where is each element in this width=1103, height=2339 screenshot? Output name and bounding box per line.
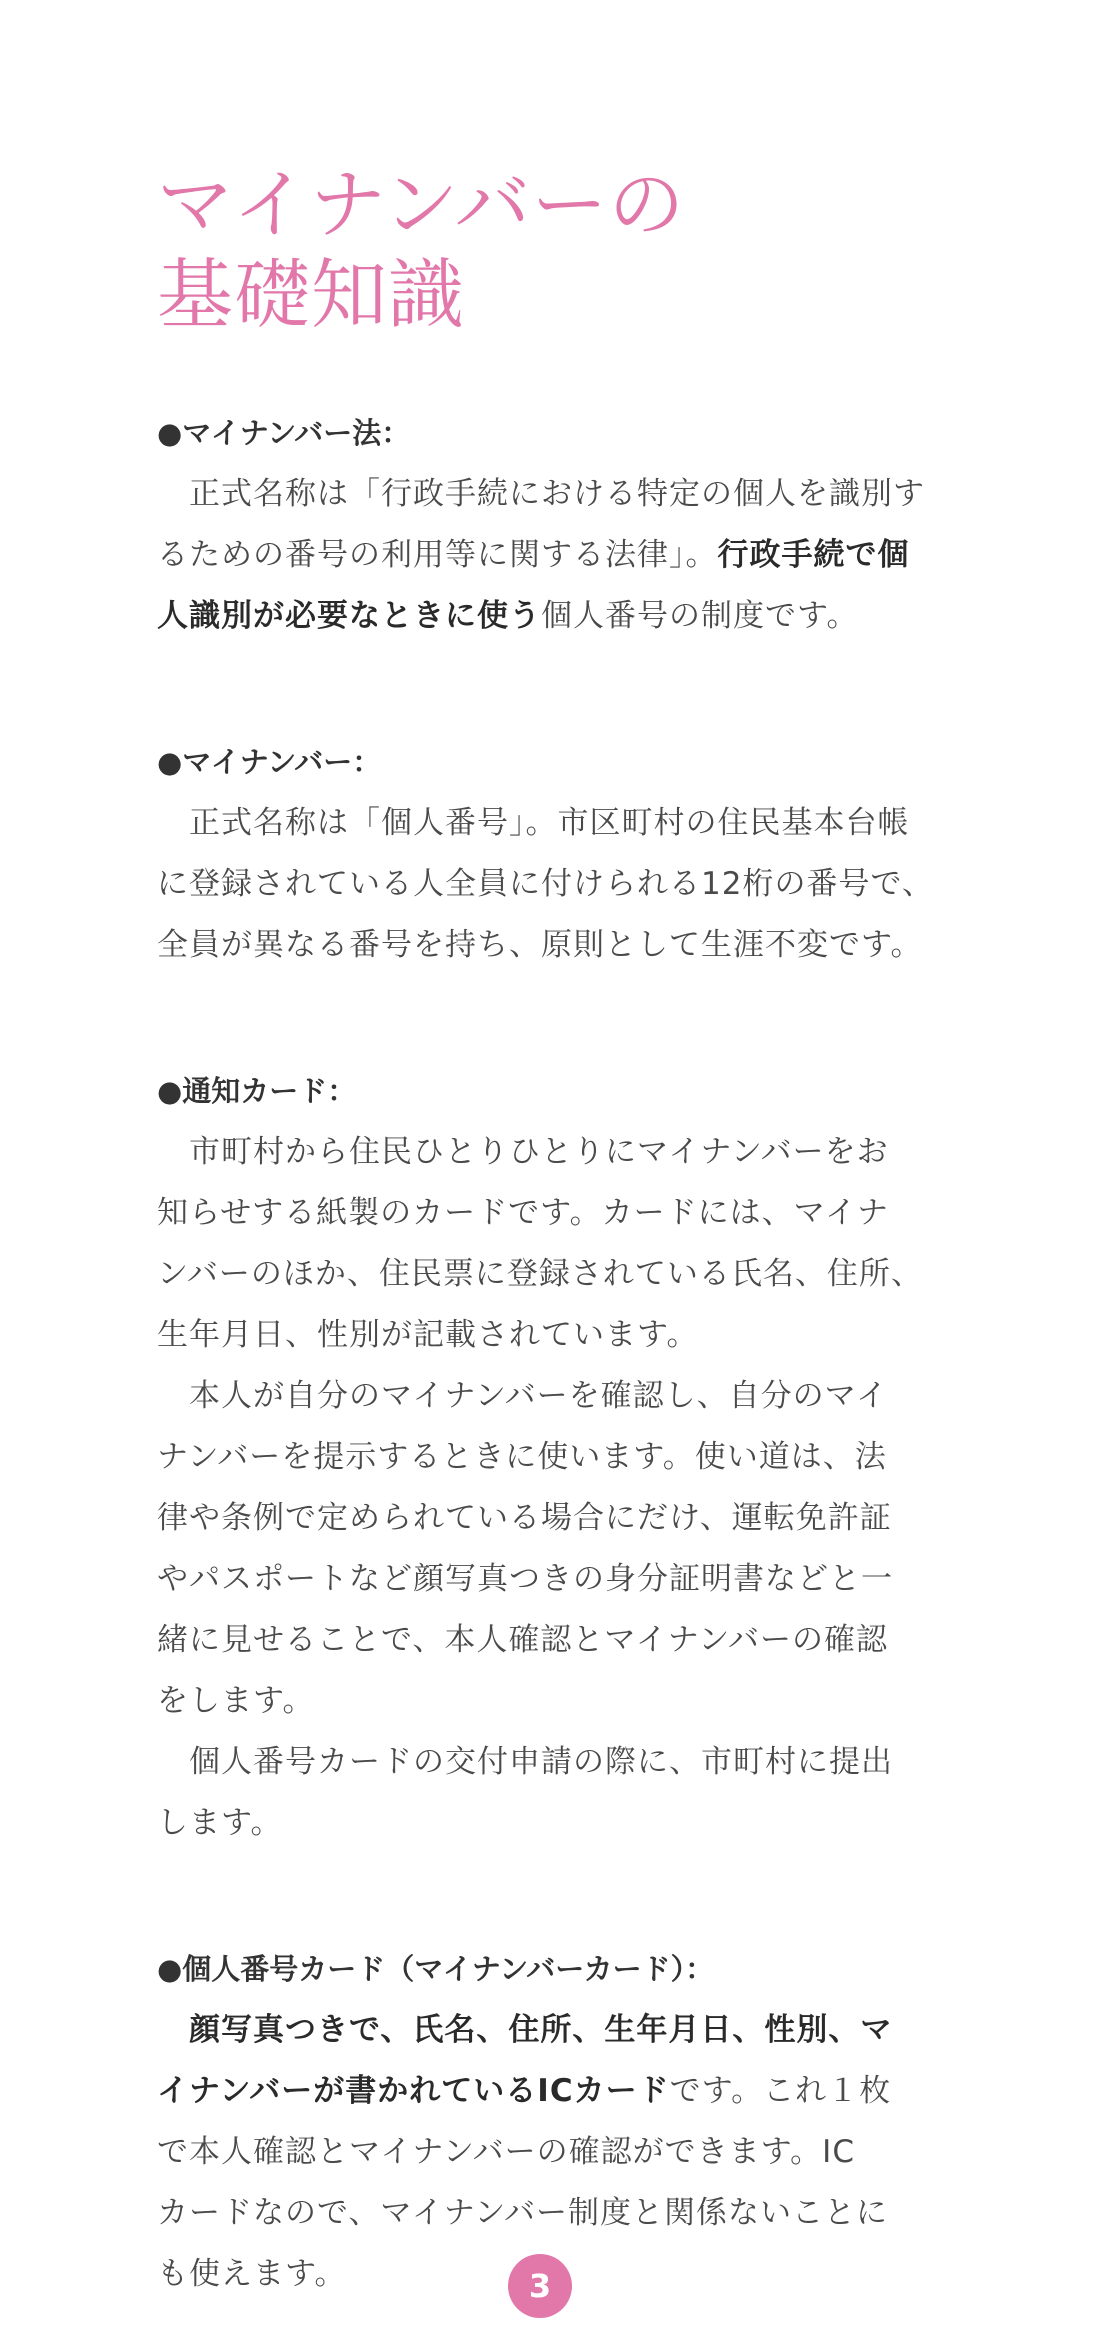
- paragraph-line: [157, 2183, 917, 2244]
- text-run: 個人番号の制度です。: [541, 598, 859, 634]
- text-run: します。: [157, 1805, 283, 1841]
- paragraph-line: [157, 915, 923, 976]
- section-heading: ●通知カード：: [157, 1074, 357, 1108]
- paragraph-line: [157, 2122, 917, 2183]
- text-run: ナンバーを提示するときに使います。使い道は、法: [157, 1439, 887, 1475]
- text-run: るための番号の利用等に関する法律」。: [157, 537, 718, 573]
- paragraph-line: [157, 1183, 917, 1244]
- paragraph-line: [157, 1244, 923, 1305]
- text-run: 律や条例で定められている場合にだけ、運転免許証: [157, 1500, 892, 1536]
- section-1: [157, 412, 925, 647]
- section-3: [157, 1070, 923, 1854]
- paragraph-line: [157, 525, 917, 586]
- paragraph-line: [157, 464, 925, 525]
- text-run: 緒に見せることで、本人確認とマイナンバーの確認: [157, 1622, 889, 1658]
- text-run: に登録されている人全員に付けられる12桁の番号で、: [157, 866, 934, 902]
- paragraph-line: [157, 1366, 917, 1427]
- paragraph-line: [157, 1488, 917, 1549]
- page-number-badge: 3: [508, 2254, 572, 2318]
- paragraph-line: [157, 2061, 917, 2122]
- section-4: [157, 1948, 917, 2305]
- paragraph-line: [157, 1122, 917, 1183]
- paragraph-line: [157, 1610, 917, 1671]
- text-run: ンバーのほか、住民票に登録されている氏名、住所、: [157, 1256, 923, 1292]
- text-run: 本人が自分のマイナンバーを確認し、自分のマイ: [157, 1378, 889, 1414]
- paragraph-line: [157, 1549, 917, 1610]
- paragraph-line: [157, 854, 934, 915]
- text-run: カードなので、マイナンバー制度と関係ないことに: [157, 2195, 889, 2231]
- text-run: 全員が異なる番号を持ち、原則として生涯不変です。: [157, 927, 923, 963]
- text-run: をします。: [157, 1683, 315, 1719]
- bold-text-run: 顔写真つきで、氏名、住所、生年月日、性別、マ: [157, 2012, 893, 2048]
- text-run: 知らせする紙製のカードです。カードには、マイナ: [157, 1195, 889, 1231]
- section-heading: ●個人番号カード（マイナンバーカード）：: [157, 1952, 715, 1986]
- paragraph-line: [157, 1305, 917, 1366]
- text-run: 生年月日、性別が記載されています。: [157, 1317, 699, 1353]
- paragraph-line: [157, 2000, 917, 2061]
- paragraph-line: [157, 793, 917, 854]
- text-run: 正式名称は「個人番号」。市区町村の住民基本台帳: [157, 805, 910, 841]
- bold-text-run: イナンバーが書かれているICカード: [157, 2073, 670, 2109]
- article-body: [157, 412, 934, 2305]
- text-run: も使えます。: [157, 2256, 347, 2292]
- paragraph-line: [157, 1427, 917, 1488]
- text-run: 正式名称は「行政手続における特定の個人を識別す: [157, 476, 925, 512]
- section-2: [157, 741, 934, 976]
- paragraph-line: [157, 1732, 917, 1793]
- section-heading: ●マイナンバー：: [157, 745, 382, 779]
- text-run: 市町村から住民ひとりひとりにマイナンバーをお: [157, 1134, 889, 1170]
- page-title: [157, 160, 977, 340]
- page-title-line-1: マイナンバーの: [157, 160, 686, 249]
- section-heading: ●マイナンバー法：: [157, 416, 411, 450]
- bold-text-run: 行政手続で個: [717, 537, 910, 573]
- paragraph-line: [157, 1793, 917, 1854]
- text-run: 個人番号カードの交付申請の際に、市町村に提出: [157, 1744, 893, 1780]
- bold-text-run: 人識別が必要なときに使う: [157, 598, 541, 634]
- text-run: で本人確認とマイナンバーの確認ができます。IC: [157, 2134, 855, 2170]
- paragraph-line: [157, 1671, 917, 1732]
- paragraph-line: [157, 586, 917, 647]
- page-title-line-2: 基礎知識: [157, 250, 465, 339]
- text-run: やパスポートなど顔写真つきの身分証明書などと一: [157, 1561, 893, 1597]
- text-run: です。これ１枚: [669, 2073, 892, 2109]
